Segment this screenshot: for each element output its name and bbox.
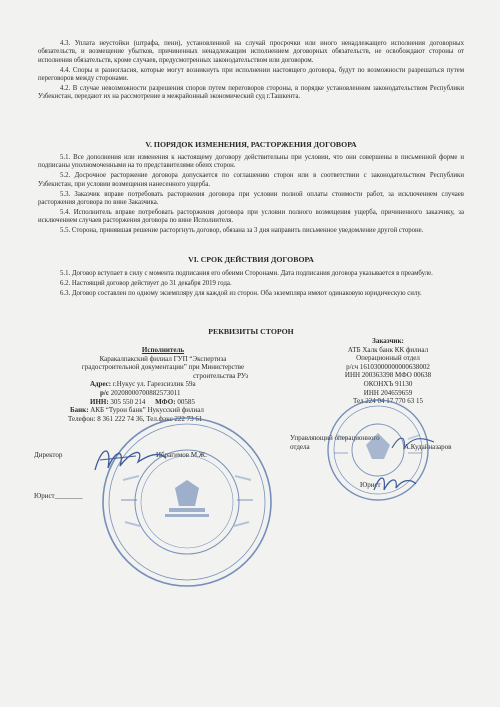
executor-address: г.Нукус ул. Гарезсизлик 59а (112, 380, 196, 389)
customer-inn-mfo: ИНН 200363398 МФО 00638 (344, 371, 432, 380)
executor-address-label: Адрес: (90, 380, 112, 389)
executor-account-label: р/с (100, 388, 109, 397)
executor-lawyer-label: Юрист________ (34, 492, 83, 500)
clause-5-4: 5.4. Исполнитель вправе потребовать расторжения договора при условии полного возмещения ущерба, причиненного заказчику, за исключением случаев расторжения договора по вине Исполнителя. (38, 208, 464, 225)
requisites-title: РЕКВИЗИТЫ СТОРОН (208, 327, 294, 336)
customer-line-1: АТБ Халк банк КК филиал (347, 345, 429, 354)
customer-line-2: Операционный отдел (356, 354, 420, 363)
section-6-title: VI. СРОК ДЕЙСТВИЯ ДОГОВОРА (188, 255, 314, 264)
executor-label: Исполнитель (141, 346, 185, 354)
executor-phones: Телефон: 8 361 222 74 36, Тел.факс 222 73 61 (68, 414, 203, 423)
clause-4-4: 4.4. Споры и разногласия, которые могут возникнуть при исполнении настоящего договора, будут по возможности разрешаться путем переговоров между сторонами. (38, 66, 464, 83)
clause-5-2: 5.2. Досрочное расторжение договора допускается по соглашению сторон или в соответствии с законодательством Республики Узбекистан, при условии возмещения нанесенного ущерба. (38, 172, 464, 188)
executor-director-name: Ибрагимов М.Ж. (156, 451, 207, 459)
customer-okonh: ОКОНХЪ 91130 (363, 379, 413, 388)
customer-signature (370, 470, 420, 498)
customer-lawyer-label: Юрист (360, 481, 381, 489)
clause-6-3: 6.3. Договор составлен по одному экземпляру для каждой из сторон. Оба экземпляра имеют одинаковую юридическую силу. (60, 289, 422, 297)
section-4-text (38, 40, 464, 103)
executor-mfo-label: МФО: (155, 397, 176, 406)
executor-inn: 305 550 214 (110, 397, 146, 406)
executor-mfo: 00585 (177, 397, 195, 406)
section-6-text (38, 270, 464, 300)
executor-signature (90, 440, 170, 480)
customer-label: Заказчик: (372, 337, 404, 345)
clause-6-2: 6.2. Настоящий договор действует до 31 декабря 2019 года. (60, 279, 232, 287)
executor-line-3: строительства РУз (193, 371, 248, 380)
executor-line-2: градостроительной документации” при Министерстве (81, 363, 245, 372)
customer-phone: Тел 224 04 17 770 63 15 (352, 397, 424, 406)
clause-6-1: 5.1. Договор вступает в силу с момента подписания его обеими Сторонами. Дата подписания договора указывается в преамбуле. (60, 270, 433, 277)
clause-5-5: 5.5. Сторона, принявшая решение расторгнуть договор, обязана за 3 дня направить письменное уведомление другой стороне. (60, 227, 424, 235)
executor-bank-label: Банк: (70, 406, 89, 415)
customer-head-signature (388, 432, 438, 454)
customer-head-name: А.Кудайназаров (404, 443, 452, 451)
executor-director-label: Директор (34, 451, 63, 459)
executor-director-row (34, 451, 62, 460)
executor-line-1: Каракалпакский филиал ГУП “Экспертиза (99, 354, 227, 363)
section-5-text (38, 154, 464, 237)
section-5-title: V. ПОРЯДОК ИЗМЕНЕНИЯ, РАСТОРЖЕНИЯ ДОГОВОРА (145, 140, 357, 149)
customer-account: р/сч 16103000000000638002 (346, 362, 430, 371)
executor-stamp (95, 410, 280, 595)
executor-inn-row (68, 398, 258, 407)
clause-4-3: 4.3. Уплата неустойки (штрафа, пени), установленной на случай просрочки или иного ненадлежащего исполнения договорных обязательств, и возмещение убытков, причиненных ненадлежащим исполнением договорных обязательств, не освобождают стороны от исполнения обязательств, кроме случаев, предусмотренных законодательством или договором. (38, 40, 464, 64)
executor-address-row (68, 380, 258, 389)
executor-inn-label: ИНН: (90, 397, 109, 406)
clause-4-2: 4.2. В случае невозможности разрешения споров путем переговоров стороны, в порядке установленном законодательством Республики Узбекистан, передают их на рассмотрение в межрайонный экономический суд г.Ташкента. (38, 85, 464, 101)
customer-head-label-1: Управляющий операционного (290, 434, 380, 442)
executor-account: 20208000700882573011 (110, 388, 181, 397)
clause-5-1: 5.1. Все дополнения или изменения к настоящему договору действительны при условии, что они совершены в письменной форме и подписаны уполномоченными на то представителями обеих сторон. (38, 154, 464, 170)
clause-5-3: 5.3. Заказчик вправе потребовать расторжения договора при условии полной оплаты стоимости работ, за исключением случаев расторжения договора по вине Заказчика. (38, 190, 464, 207)
executor-account-row (68, 389, 258, 398)
customer-head-label-2: отдела (290, 443, 310, 451)
customer-inn-2: ИНН 204659659 (363, 388, 413, 397)
executor-bank: АКБ “Турон банк” Нукусский филиал (90, 406, 204, 415)
